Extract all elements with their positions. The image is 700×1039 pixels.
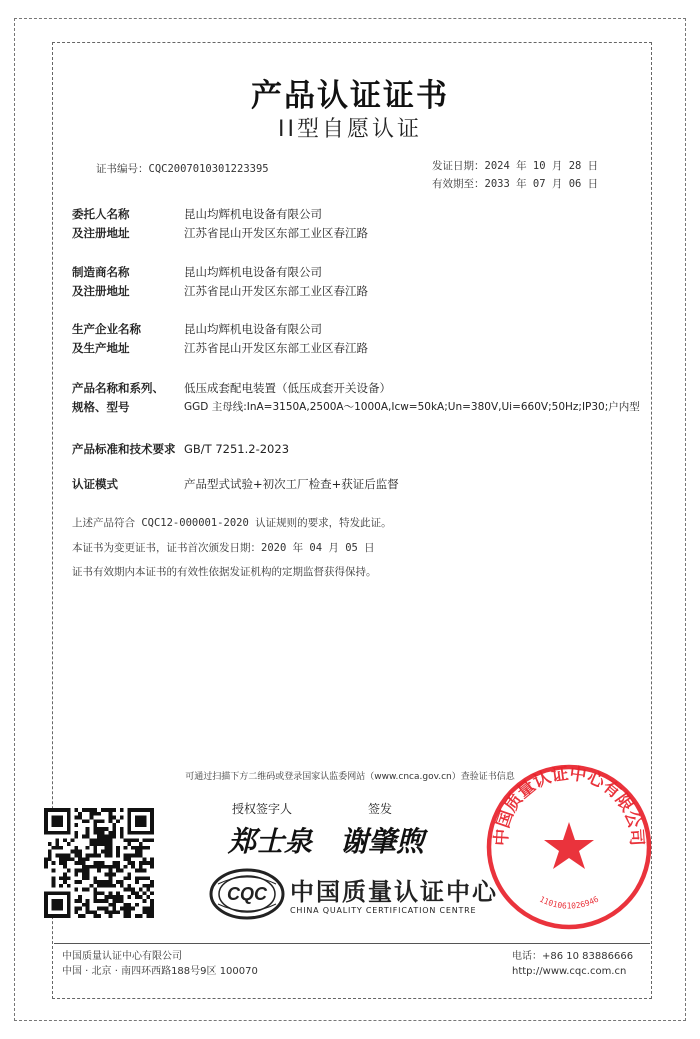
issuer-signature: 谢肇煦 — [340, 825, 425, 858]
client-label-1: 委托人名称 — [72, 207, 130, 221]
factory-name: 昆山均辉机电设备有限公司 — [184, 322, 322, 336]
client-name: 昆山均辉机电设备有限公司 — [184, 207, 322, 221]
issuer-label: 签发 — [368, 802, 393, 816]
footer-left — [62, 949, 258, 979]
product-label-1: 产品名称和系列、 — [72, 381, 164, 395]
issue-date-value: 2024 年 10 月 28 日 — [484, 160, 599, 172]
footer-address: 中国 · 北京 · 南四环西路188号9区 100070 — [62, 966, 258, 977]
manufacturer-label-1: 制造商名称 — [72, 265, 130, 279]
seal-number: 1101061026946 — [537, 894, 601, 911]
standard-label: 产品标准和技术要求 — [72, 442, 176, 456]
certificate-subtitle: II型自愿认证 — [278, 117, 422, 142]
authorized-signature: 郑士泉 — [228, 825, 313, 858]
footer-phone: 电话：+86 10 83886666 — [512, 951, 634, 962]
authorized-signer-label: 授权签字人 — [232, 802, 293, 816]
footer-website[interactable]: http://www.cqc.com.cn — [512, 966, 627, 977]
manufacturer-label-2: 及注册地址 — [72, 284, 130, 298]
client-label-2: 及注册地址 — [72, 226, 130, 240]
valid-until-label: 有效期至： — [432, 178, 485, 190]
statement-change: 本证书为变更证书，证书首次颁发日期：2020 年 04 月 05 日 — [72, 542, 375, 554]
seal-text: 中国质量认证中心有限公司 — [491, 763, 647, 847]
product-model: GGD 主母线:InA=3150A,2500A～1000A,Icw=50kA;Un=380V,Ui=660V;50Hz;IP30;户内型 — [184, 401, 640, 413]
cert-number-label: 证书编号： — [96, 163, 149, 175]
statement-validity: 证书有效期内本证书的有效性依据发证机构的定期监督获得保持。 — [72, 566, 377, 578]
manufacturer-name: 昆山均辉机电设备有限公司 — [184, 265, 322, 279]
org-name-en: CHINA QUALITY CERTIFICATION CENTRE — [290, 906, 477, 915]
cqc-logo-text: CQC — [227, 884, 267, 904]
factory-label-2: 及生产地址 — [72, 341, 130, 355]
certificate-title: 产品认证证书 — [251, 78, 449, 114]
valid-until-value: 2033 年 07 月 06 日 — [484, 178, 599, 190]
mode-value: 产品型式试验+初次工厂检查+获证后监督 — [184, 477, 399, 491]
client-address: 江苏省昆山开发区东部工业区春江路 — [184, 226, 368, 240]
official-seal — [484, 762, 654, 932]
org-name-zh: 中国质量认证中心 — [290, 878, 498, 906]
product-label-2: 规格、型号 — [72, 400, 130, 414]
verify-note: 可通过扫描下方二维码或登录国家认监委网站（www.cnca.gov.cn）查验证书信息 — [185, 772, 515, 782]
manufacturer-address: 江苏省昆山开发区东部工业区春江路 — [184, 284, 368, 298]
footer-divider — [54, 943, 650, 944]
issue-date-label: 发证日期： — [432, 160, 485, 172]
factory-label-1: 生产企业名称 — [72, 322, 141, 336]
cert-dates — [432, 157, 598, 193]
footer-right — [512, 949, 633, 979]
cert-number — [96, 161, 269, 176]
footer-company: 中国质量认证中心有限公司 — [62, 951, 182, 962]
product-name: 低压成套配电装置（低压成套开关设备） — [184, 381, 391, 395]
svg-text:1101061026946 — [538, 895, 600, 911]
standard-value: GB/T 7251.2-2023 — [184, 442, 290, 456]
factory-address: 江苏省昆山开发区东部工业区春江路 — [184, 341, 368, 355]
cqc-logo — [208, 866, 286, 922]
mode-label: 认证模式 — [72, 477, 118, 491]
cert-number-value: CQC2007010301223395 — [148, 163, 269, 175]
statement-compliance: 上述产品符合 CQC12-000001-2020 认证规则的要求，特发此证。 — [72, 517, 392, 529]
qr-code[interactable] — [44, 808, 154, 918]
